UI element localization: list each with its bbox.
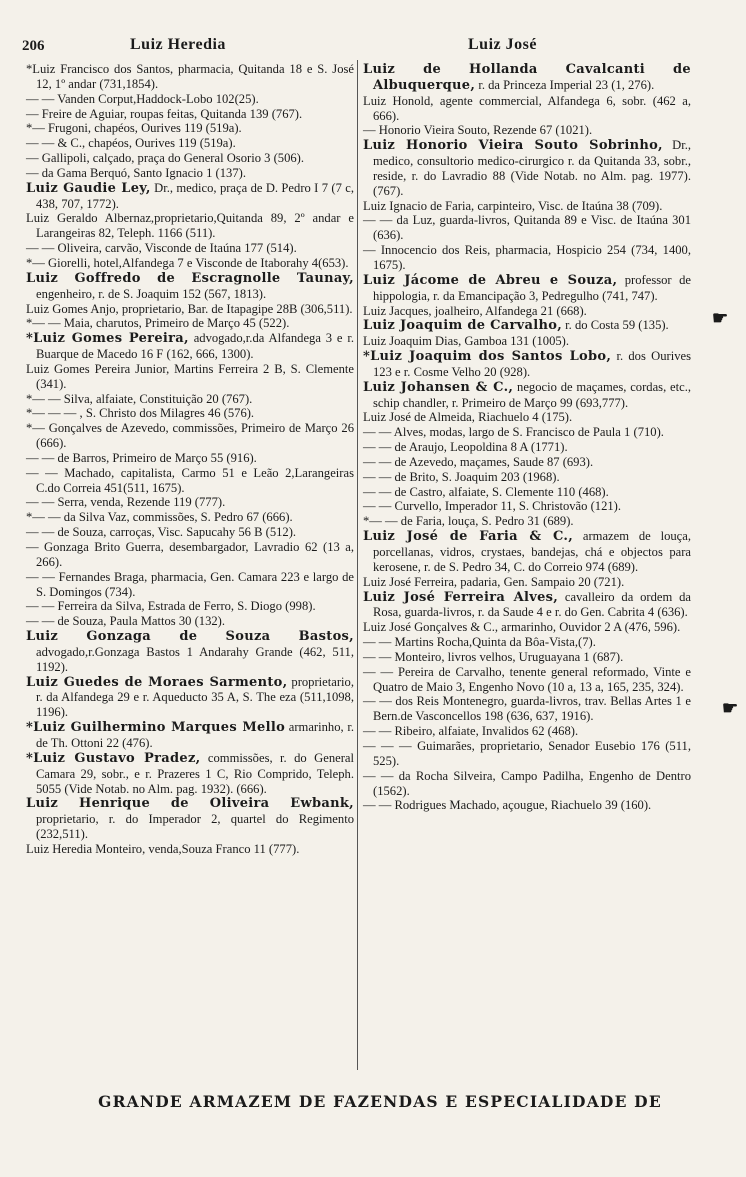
entry-name: Luiz Goffredo de Escragnolle Taunay, — [26, 270, 354, 286]
entry-text: — — de Azevedo, maçames, Saude 87 (693). — [363, 454, 594, 469]
entry-text: — Innocencio dos Reis, pharmacia, Hospicio 254 (734, 1400, 1675). — [363, 243, 691, 272]
entry-details: commissões, r. do General Camara 29, sobr., e r. Prazeres 1 C, Rio Comprido, Teleph. 5055 (Vide Notab. no Alm. pag. 1932). (666). — [36, 750, 354, 796]
entry-name: *Luiz Joaquim dos Santos Lobo, — [363, 349, 612, 365]
entry-text: — — Ferreira da Silva, Estrada de Ferro, S. Diogo (998). — [26, 599, 316, 614]
entry-name: Luiz Jácome de Abreu e Souza, — [363, 272, 618, 288]
directory-entry — [26, 151, 354, 166]
directory-entry — [26, 614, 354, 629]
directory-entry — [363, 243, 691, 273]
entry-details: negocio de maçames, cordas, etc., schip chandler, r. Primeiro de Março 99 (693,777). — [373, 379, 691, 410]
directory-entry — [26, 796, 354, 842]
entry-text: *— — — , S. Christo dos Milagres 46 (576). — [26, 406, 255, 421]
directory-entry — [363, 380, 691, 411]
entry-text: *— — da Silva Vaz, commissões, S. Pedro 67 (666). — [26, 510, 293, 525]
entry-text: *Luiz Francisco dos Santos, pharmacia, Quitanda 18 e S. José 12, 1º andar (731,1854). — [26, 62, 354, 91]
directory-entry — [363, 349, 691, 380]
entry-text: — — — Guimarães, proprietario, Senador Eusebio 176 (511, 525). — [363, 738, 691, 768]
entry-name: Luiz Johansen & C., — [363, 379, 514, 395]
footer-banner: GRANDE ARMAZEM DE FAZENDAS E ESPECIALIDADE DE — [98, 1092, 662, 1111]
directory-entry — [363, 590, 691, 621]
entry-name: Luiz Guedes de Moraes Sarmento, — [26, 674, 288, 690]
entry-details: proprietario, r. do Imperador 2, quartel do Regimento (232,511). — [36, 812, 354, 842]
entry-name: *Luiz Gustavo Pradez, — [26, 750, 201, 766]
entry-text: *— — de Faria, louça, S. Pedro 31 (689). — [363, 514, 574, 529]
entry-text: Luiz José Gonçalves & C., armarinho, Ouvidor 2 A (476, 596). — [363, 620, 681, 635]
entry-text: — — da Luz, guarda-livros, Quitanda 89 e Visc. de Itaúna 301 (636). — [363, 213, 691, 243]
entry-text: — — de Barros, Primeiro de Março 55 (916). — [26, 450, 257, 465]
directory-entry — [363, 798, 691, 813]
entry-details: r. da Princeza Imperial 23 (1, 276). — [475, 77, 655, 92]
entry-text: *— — Maia, charutos, Primeiro de Março 45 (522). — [26, 316, 290, 331]
directory-entry — [26, 510, 354, 525]
entry-text: — — Oliveira, carvão, Visconde de Itaúna 177 (514). — [26, 241, 297, 256]
entry-text: Luiz Joaquim Dias, Gamboa 131 (1005). — [363, 334, 570, 349]
directory-entry — [363, 739, 691, 769]
directory-entry — [363, 138, 691, 198]
directory-entry — [363, 575, 691, 590]
directory-entry — [363, 485, 691, 500]
entry-details: advogado,r.Gonzaga Bastos 1 Andarahy Grande (462, 511, 1192). — [36, 644, 354, 674]
running-head-left: Luiz Heredia — [130, 36, 226, 53]
directory-entry — [363, 635, 691, 650]
entry-name: Luiz José de Faria & C., — [363, 529, 574, 545]
directory-entry — [363, 769, 691, 799]
entry-text: — Freire de Aguiar, roupas feitas, Quitanda 139 (767). — [26, 106, 303, 121]
directory-entry — [363, 470, 691, 485]
entry-text: — — Rodrigues Machado, açougue, Riachuelo 39 (160). — [363, 798, 652, 813]
directory-entry — [363, 665, 691, 695]
entry-name: Luiz Honorio Vieira Souto Sobrinho, — [363, 138, 663, 154]
entry-text: — — dos Reis Montenegro, guarda-livros, trav. Bellas Artes 1 e Bern.de Vasconcellos 198 (636, 637, 1916). — [363, 694, 691, 724]
directory-entry — [26, 107, 354, 122]
directory-entry — [26, 271, 354, 302]
entry-details: advogado,r.da Alfandega 3 e r. Buarque de Macedo 16 F (162, 666, 1300). — [36, 331, 355, 362]
directory-entry — [363, 694, 691, 724]
directory-entry — [26, 525, 354, 540]
directory-entry — [363, 440, 691, 455]
entry-text: Luiz José de Almeida, Riachuelo 4 (175). — [363, 410, 573, 425]
directory-entry — [26, 166, 354, 181]
directory-entry — [363, 724, 691, 739]
entry-text: — — Vanden Corput,Haddock-Lobo 102(25). — [26, 91, 259, 106]
entry-details: proprietario, r. da Alfandega 29 e r. Aqueducto 35 A, S. The eza (511,1098, 1196). — [36, 674, 354, 720]
directory-entry — [363, 199, 691, 214]
directory-entry — [363, 410, 691, 425]
directory-entry — [26, 62, 354, 92]
entry-text: — — Curvello, Imperador 11, S. Christovão (121). — [363, 499, 622, 514]
entry-text: — — Serra, venda, Rezende 119 (777). — [26, 495, 226, 510]
entry-text: — — & C., chapéos, Ourives 119 (519a). — [26, 136, 236, 151]
entry-text: — — de Brito, S. Joaquim 203 (1968). — [363, 469, 560, 484]
entry-text: — — Martins Rocha,Quinta da Bôa-Vista,(7). — [363, 635, 596, 650]
directory-entry — [26, 720, 354, 751]
entry-text: Luiz Geraldo Albernaz,proprietario,Quitanda 89, 2º andar e Larangeiras 82, Teleph. 1166 (511). — [26, 211, 354, 241]
entry-name: Luiz Gaudie Ley, — [26, 180, 151, 196]
directory-entry — [26, 629, 354, 675]
entry-text: — — de Souza, carroças, Visc. Sapucahy 56 B (512). — [26, 525, 297, 540]
entry-details: Dr., medico, consultorio medico-cirurgico r. da Quitanda 33, sobr., reside, r. do Lavradio 88 (Vide Notab. no Alm. pag. 1977). (767). — [373, 138, 691, 198]
entry-text: — — Pereira de Carvalho, tenente general reformado, Vinte e Quatro de Maio 3, Engenho Novo (10 a, 13 a, 165, 235, 324). — [363, 664, 691, 694]
entry-name: Luiz de Hollanda Cavalcanti de Albuquerque, — [363, 62, 691, 93]
directory-entry — [26, 675, 354, 721]
entry-text: *— Frugoni, chapéos, Ourives 119 (519a). — [26, 121, 242, 136]
entry-details: professor de hippologia, r. da Emancipação 3, Pedregulho (741, 747). — [373, 272, 691, 303]
entry-text: *— Giorelli, hotel,Alfandega 7 e Visconde de Itaborahy 4(653). — [26, 255, 349, 270]
entry-name: Luiz Gonzaga de Souza Bastos, — [26, 629, 354, 645]
column-rule — [357, 60, 358, 1070]
pointing-hand-icon: ☛ — [712, 308, 729, 328]
entry-text: — — Fernandes Braga, pharmacia, Gen. Camara 223 e largo de S. Domingos (734). — [26, 569, 354, 599]
entry-text: *— Gonçalves de Azevedo, commissões, Primeiro de Março 26 (666). — [26, 421, 354, 451]
directory-entry — [363, 123, 691, 138]
entry-text: Luiz Ignacio de Faria, carpinteiro, Visc. de Itaúna 38 (709). — [363, 198, 663, 213]
directory-entry — [26, 241, 354, 256]
directory-entry — [26, 842, 354, 857]
pointing-hand-icon: ☛ — [722, 698, 739, 718]
entry-details: cavalleiro da ordem da Rosa, guarda-livros, r. da Saude 4 e r. do Gen. Cabrita 4 (636). — [373, 589, 691, 620]
entry-details: r. dos Ourives 123 e r. Cosme Velho 20 (928). — [373, 349, 691, 379]
directory-entry — [26, 136, 354, 151]
directory-entry — [26, 256, 354, 271]
directory-entry — [26, 92, 354, 107]
left-column — [26, 62, 354, 857]
entry-name: Luiz Henrique de Oliveira Ewbank, — [26, 796, 354, 812]
directory-entry — [26, 495, 354, 510]
directory-entry — [363, 529, 691, 575]
directory-entry — [26, 302, 354, 317]
entry-text: Luiz Jacques, joalheiro, Alfandega 21 (668). — [363, 303, 587, 318]
directory-entry — [26, 421, 354, 451]
entry-text: Luiz José Ferreira, padaria, Gen. Sampaio 20 (721). — [363, 574, 625, 589]
entry-text: — — Alves, modas, largo de S. Francisco de Paula 1 (710). — [363, 425, 664, 440]
directory-entry — [26, 751, 354, 797]
entry-details: armarinho, r. de Th. Ottoni 22 (476). — [36, 720, 354, 750]
directory-entry — [26, 331, 354, 362]
directory-entry — [363, 425, 691, 440]
directory-entry — [26, 392, 354, 407]
directory-entry — [363, 514, 691, 529]
directory-entry — [363, 620, 691, 635]
directory-entry — [363, 62, 691, 94]
directory-entry — [363, 334, 691, 349]
entry-text: — — Ribeiro, alfaiate, Invalidos 62 (468). — [363, 724, 579, 739]
entry-text: — Honorio Vieira Souto, Rezende 67 (1021). — [363, 123, 593, 138]
directory-entry — [363, 650, 691, 665]
directory-entry — [26, 362, 354, 392]
directory-entry — [26, 466, 354, 496]
entry-text: — — Monteiro, livros velhos, Uruguayana 1 (687). — [363, 649, 624, 664]
entry-details: armazem de louça, porcellanas, vidros, crystaes, bandejas, chá e objectos para kerosene, r. de S. Pedro 34, C. do Correio 974 (689). — [373, 529, 691, 574]
entry-text: *— — Silva, alfaiate, Constituição 20 (767). — [26, 391, 253, 406]
right-column — [363, 62, 691, 813]
entry-text: Luiz Gomes Anjo, proprietario, Bar. de Itapagipe 28B (306,511). — [26, 301, 353, 316]
page-number: 206 — [22, 38, 45, 54]
entry-details: engenheiro, r. de S. Joaquim 152 (567, 1813). — [36, 286, 267, 301]
entry-text: — Gonzaga Brito Guerra, desembargador, Lavradio 62 (13 a, 266). — [26, 540, 354, 569]
entry-text: — Gallipoli, calçado, praça do General Osorio 3 (506). — [26, 151, 305, 166]
directory-entry — [26, 599, 354, 614]
entry-text: — — da Rocha Silveira, Campo Padilha, Engenho de Dentro (1562). — [363, 768, 691, 798]
directory-entry — [363, 273, 691, 304]
entry-details: r. do Costa 59 (135). — [562, 318, 669, 333]
entry-text: Luiz Heredia Monteiro, venda,Souza Franco 11 (777). — [26, 841, 300, 856]
directory-entry — [26, 316, 354, 331]
directory-entry — [26, 181, 354, 212]
directory-entry — [363, 213, 691, 243]
entry-text: — da Gama Berquó, Santo Ignacio 1 (137). — [26, 165, 246, 180]
directory-entry — [26, 211, 354, 241]
entry-name: Luiz José Ferreira Alves, — [363, 589, 559, 605]
directory-entry — [363, 455, 691, 470]
entry-text: — — de Castro, alfaiate, S. Clemente 110 (468). — [363, 484, 609, 499]
entry-text: Luiz Honold, agente commercial, Alfandega 6, sobr. (462 a, 666). — [363, 93, 691, 123]
entry-name: *Luiz Guilhermino Marques Mello — [26, 720, 286, 736]
directory-entry — [363, 304, 691, 319]
entry-text: Luiz Gomes Pereira Junior, Martins Ferreira 2 B, S. Clemente (341). — [26, 361, 354, 391]
directory-entry — [363, 499, 691, 514]
directory-entry — [26, 540, 354, 570]
directory-entry — [363, 94, 691, 124]
entry-name: *Luiz Gomes Pereira, — [26, 331, 189, 347]
running-head-right: Luiz José — [468, 36, 537, 53]
directory-entry — [363, 318, 691, 334]
entry-name: Luiz Joaquim de Carvalho, — [363, 318, 563, 334]
directory-entry — [26, 451, 354, 466]
entry-details: Dr., medico, praça de D. Pedro I 7 (7 c, 438, 707, 1772). — [36, 180, 354, 211]
directory-entry — [26, 121, 354, 136]
directory-entry — [26, 570, 354, 600]
entry-text: — — de Araujo, Leopoldina 8 A (1771). — [363, 440, 568, 455]
entry-text: — — de Souza, Paula Mattos 30 (132). — [26, 614, 226, 629]
directory-entry — [26, 406, 354, 421]
entry-text: — — Machado, capitalista, Carmo 51 e Leão 2,Larangeiras C.do Correia 451(511, 1675). — [26, 465, 354, 495]
